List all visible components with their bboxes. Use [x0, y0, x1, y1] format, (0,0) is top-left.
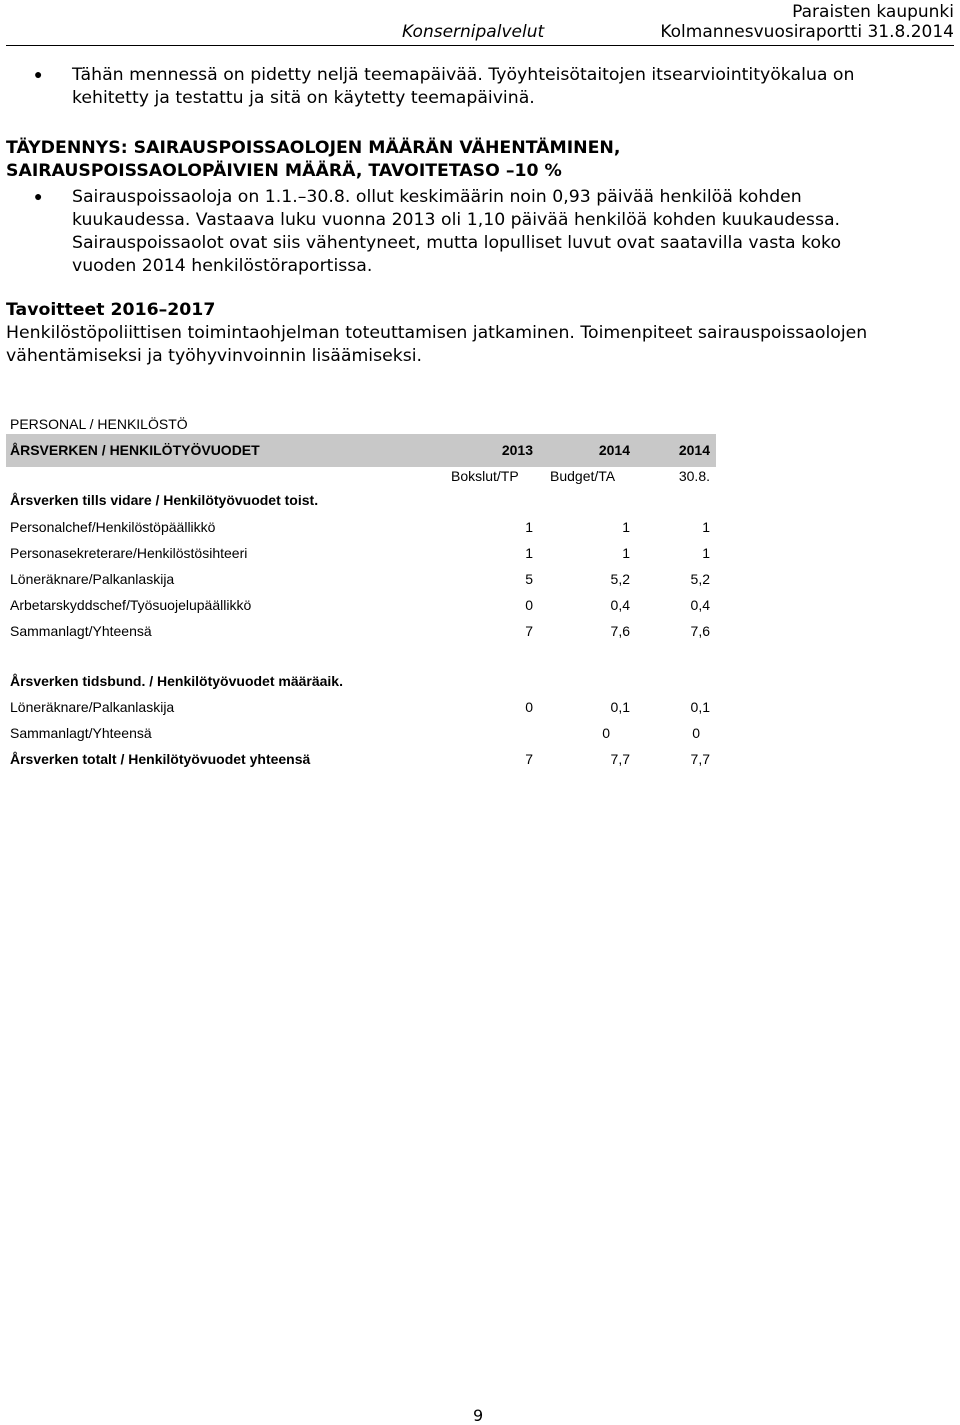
intro-line-2: kehitetty ja testattu ja sitä on käytetty teemapäivinä.	[72, 88, 535, 108]
supplement-line-3: Sairauspoissaolot ovat siis vähentyneet, mutta lopulliset luvut ovat saatavilla vasta koko	[72, 233, 842, 253]
row-value-actual: 5,2	[690, 571, 710, 587]
supplement-line-2: kuukaudessa. Vastaava luku vuonna 2013 oli 1,10 päivää henkilöä kohden kuukaudessa.	[72, 210, 841, 230]
row-label: Personalchef/Henkilöstöpäällikkö	[10, 519, 216, 535]
goals-heading: Tavoitteet 2016–2017	[6, 300, 216, 320]
total-label: Årsverken totalt / Henkilötyövuodet yhteensä	[10, 751, 311, 767]
row-value-budget: 5,2	[610, 571, 630, 587]
bullet-dot: ●	[34, 190, 43, 205]
total-value-2013: 7	[525, 751, 533, 767]
goals-line-2: vähentämiseksi ja työhyvinvoinnin lisäämiseksi.	[6, 346, 423, 366]
supplement-heading-line-1: TÄYDENNYS: SAIRAUSPOISSAOLOJEN MÄÄRÄN VÄHENTÄMINEN,	[6, 138, 621, 158]
row-value-2013: 0	[525, 597, 533, 613]
row-value-budget: 0,1	[610, 699, 630, 715]
row-value-actual: 1	[702, 519, 710, 535]
bullet-dot: ●	[34, 68, 43, 83]
row-label: Arbetarskyddschef/Työsuojelupäällikkö	[10, 597, 252, 613]
total-value-budget: 7,7	[610, 751, 630, 767]
row-value-budget: 0	[602, 725, 610, 741]
row-label: Löneräknare/Palkanlaskija	[10, 571, 175, 587]
header-report: Kolmannesvuosiraportti 31.8.2014	[660, 22, 954, 42]
table-section-title: PERSONAL / HENKILÖSTÖ	[10, 416, 188, 432]
header-org: Paraisten kaupunki	[792, 2, 954, 22]
supplement-heading-line-2: SAIRAUSPOISSAOLOPÄIVIEN MÄÄRÄ, TAVOITETASO –10 %	[6, 161, 562, 181]
total-value-actual: 7,7	[690, 751, 710, 767]
row-value-2013: 1	[525, 545, 533, 561]
row-value-actual: 0,4	[690, 597, 710, 613]
subheader-bokslut: Bokslut/TP	[451, 468, 519, 484]
subheader-budget: Budget/TA	[550, 468, 616, 484]
goals-line-1: Henkilöstöpoliittisen toimintaohjelman toteuttamisen jatkaminen. Toimenpiteet sairauspoissaolojen	[6, 323, 868, 343]
goals-section	[6, 299, 954, 368]
temporary-title: Årsverken tidsbund. / Henkilötyövuodet määräaik.	[10, 673, 343, 689]
intro-bullet	[72, 64, 952, 110]
row-value-budget: 7,6	[610, 623, 630, 639]
row-label: Sammanlagt/Yhteensä	[10, 623, 152, 639]
row-value-actual: 0,1	[690, 699, 710, 715]
intro-line-1: Tähän mennessä on pidetty neljä teemapäivää. Työyhteisötaitojen itsearviointityökalua on	[72, 65, 855, 85]
row-value-2013: 5	[525, 571, 533, 587]
subheader-actual: 30.8.	[678, 468, 710, 484]
row-value-actual: 0	[692, 725, 700, 741]
supplement-line-4: vuoden 2014 henkilöstöraportissa.	[72, 256, 373, 276]
row-value-2013: 1	[525, 519, 533, 535]
row-value-budget: 1	[622, 519, 630, 535]
row-value-actual: 1	[702, 545, 710, 561]
row-value-budget: 0,4	[610, 597, 630, 613]
row-label: Personasekreterare/Henkilöstösihteeri	[10, 545, 248, 561]
row-value-actual: 7,6	[690, 623, 710, 639]
year-2013: 2013	[501, 442, 533, 458]
table-header-label: ÅRSVERKEN / HENKILÖTYÖVUODET	[10, 442, 260, 458]
permanent-title: Årsverken tills vidare / Henkilötyövuodet toist.	[10, 492, 319, 508]
supplement-line-1: Sairauspoissaoloja on 1.1.–30.8. ollut keskimäärin noin 0,93 päivää henkilöä kohden	[72, 187, 802, 207]
year-2014-budget: 2014	[598, 442, 630, 458]
supplement-heading	[6, 137, 954, 183]
page-number: 9	[473, 1406, 484, 1425]
header-unit: Konsernipalvelut	[402, 22, 545, 42]
header-rule	[6, 45, 954, 46]
year-2014-actual: 2014	[678, 442, 710, 458]
row-label: Löneräknare/Palkanlaskija	[10, 699, 175, 715]
row-value-2013: 0	[525, 699, 533, 715]
row-value-2013: 7	[525, 623, 533, 639]
row-label: Sammanlagt/Yhteensä	[10, 725, 152, 741]
supplement-bullet	[72, 186, 952, 278]
row-value-budget: 1	[622, 545, 630, 561]
